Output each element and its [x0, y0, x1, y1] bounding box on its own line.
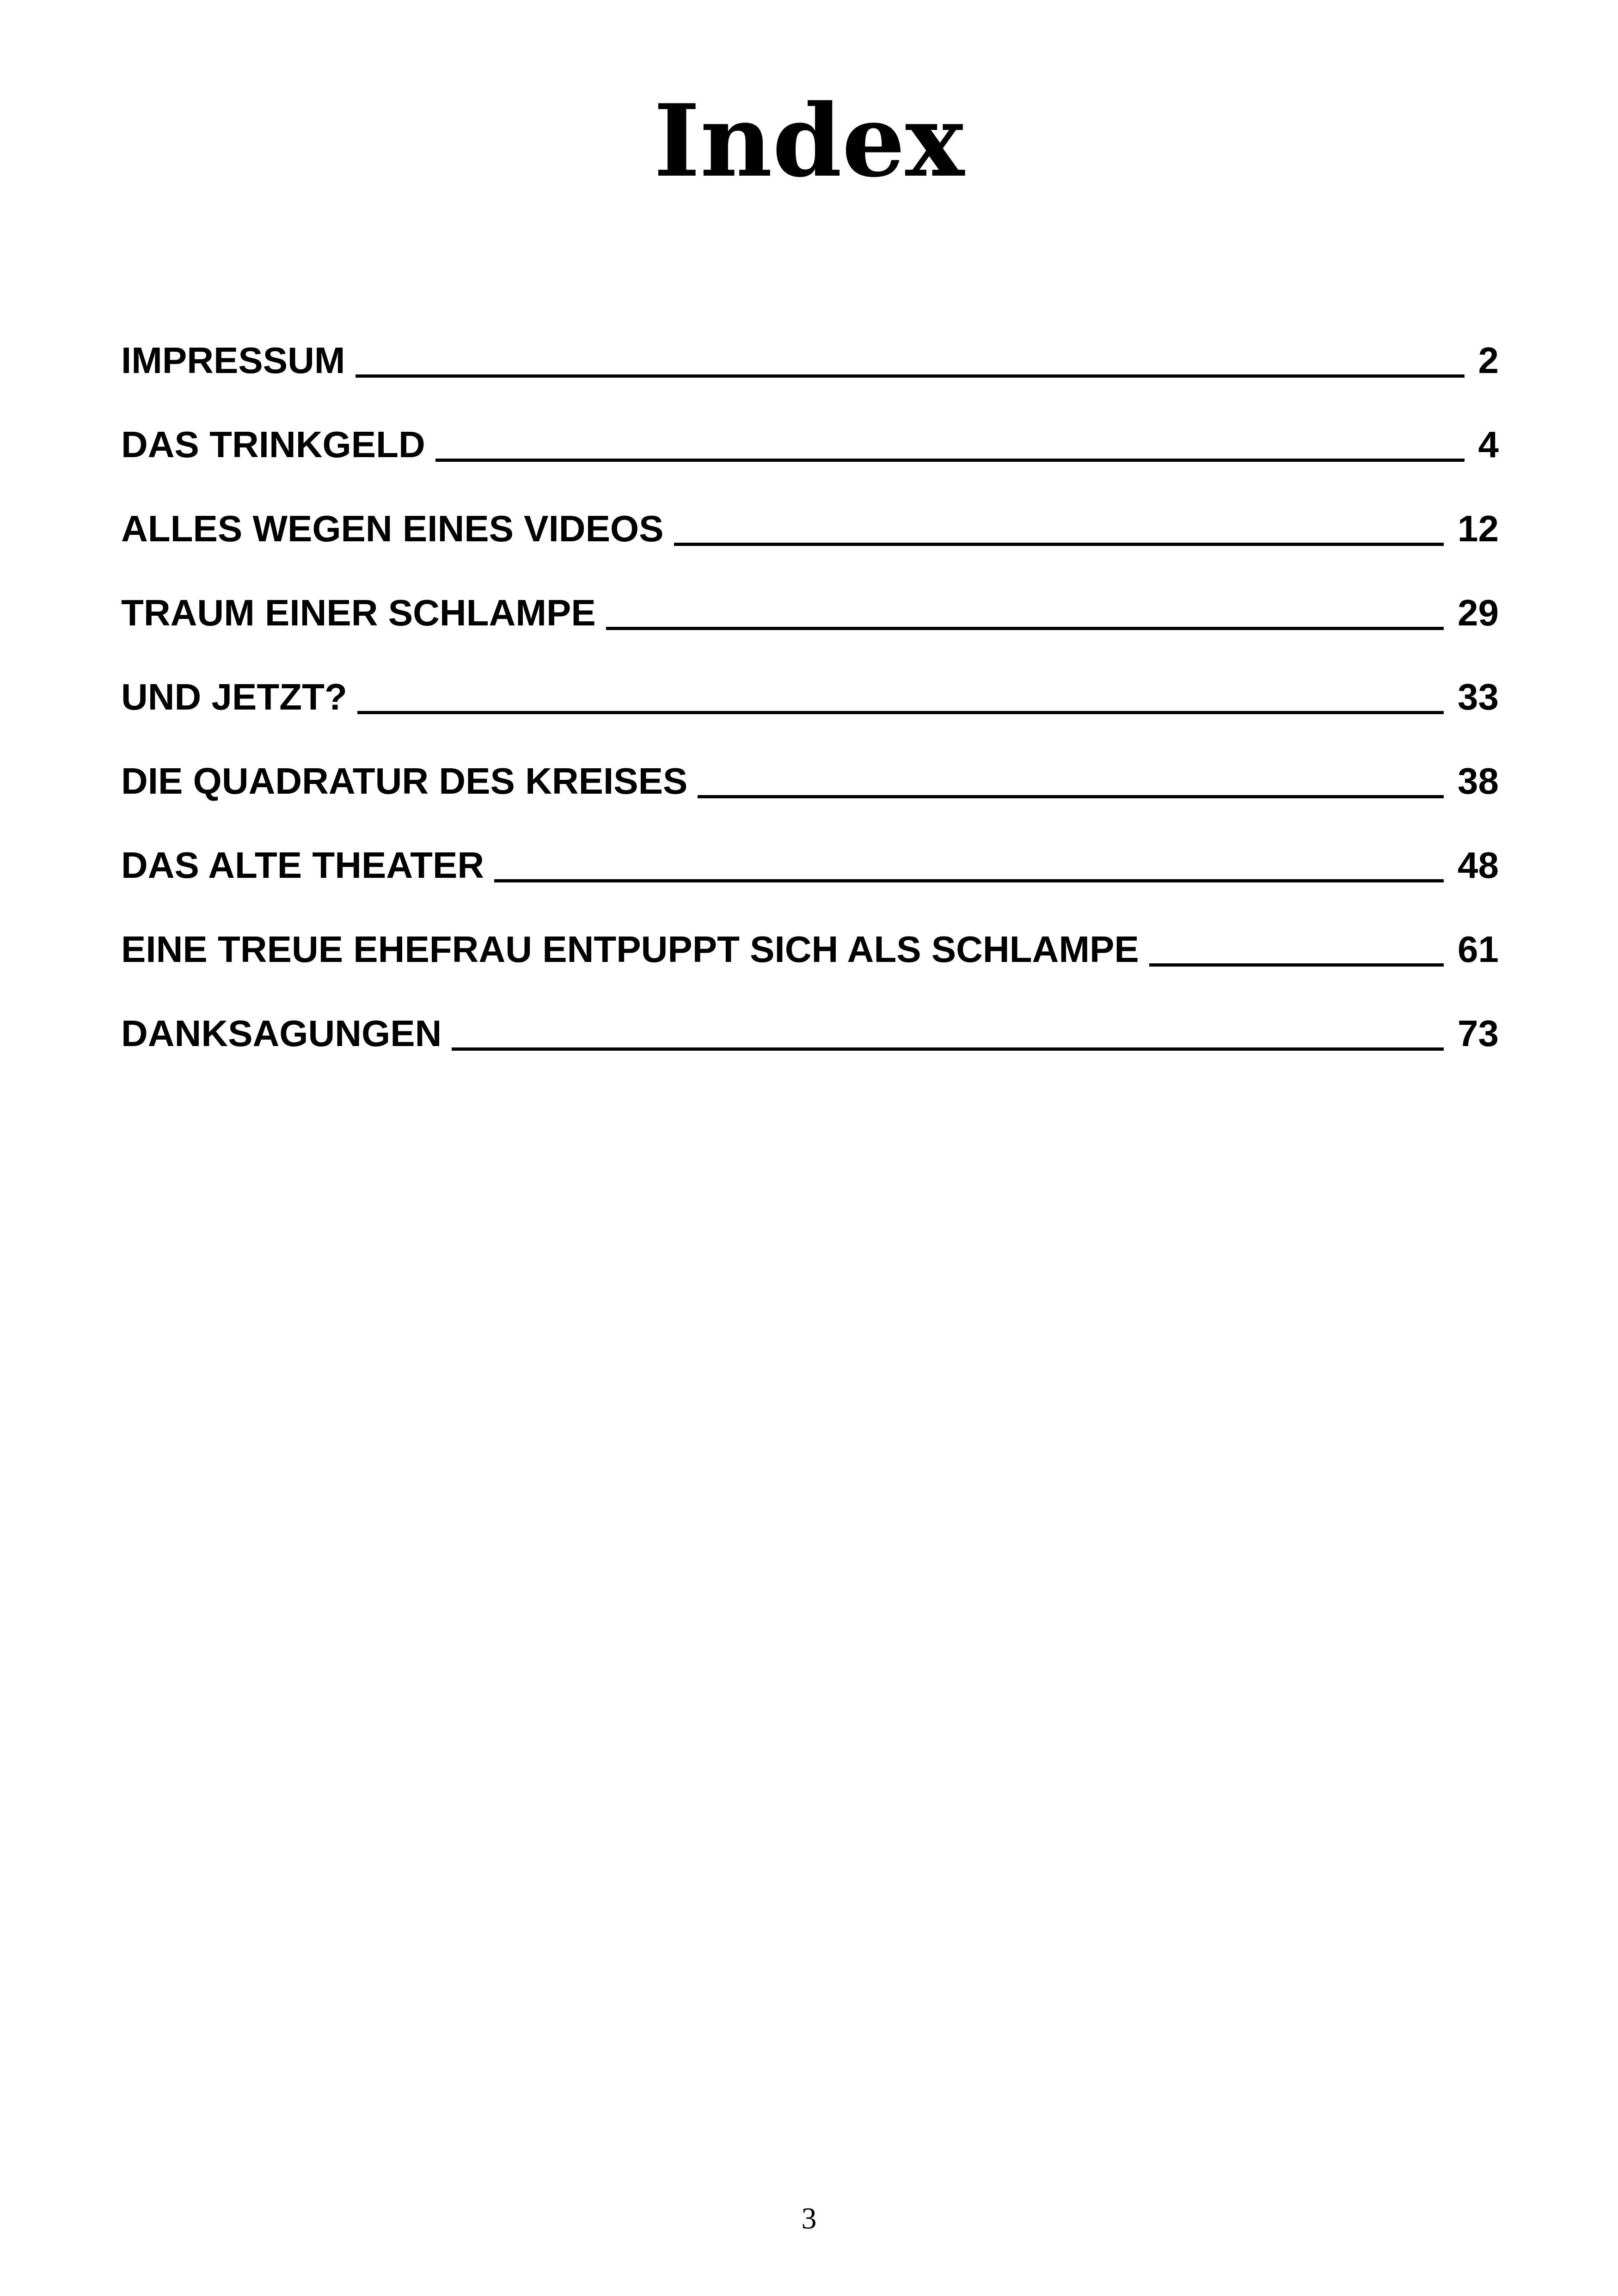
toc-entry-impressum — [121, 333, 1499, 417]
toc-entry-page: 38 — [1458, 760, 1499, 802]
toc-entry-label: DANKSAGUNGEN — [121, 1013, 442, 1054]
toc-leader-line — [357, 711, 1444, 714]
toc-entry-page: 4 — [1478, 424, 1499, 465]
toc-entry-das-alte-theater — [121, 838, 1499, 922]
toc-leader-line — [435, 459, 1465, 462]
page-title: Index — [653, 82, 965, 199]
toc-entry-label: UND JETZT? — [121, 676, 347, 717]
toc-entry-label: IMPRESSUM — [121, 340, 345, 381]
page-number: 3 — [801, 2202, 817, 2235]
toc-leader-line — [1149, 963, 1444, 967]
toc-entry-die-quadratur-des-kreises — [121, 753, 1499, 838]
toc-leader-line — [606, 627, 1444, 630]
toc-entry-label: TRAUM EINER SCHLAMPE — [121, 592, 596, 633]
toc-leader-line — [674, 543, 1444, 546]
toc-entry-und-jetzt — [121, 669, 1499, 753]
toc-entry-page: 29 — [1458, 592, 1499, 633]
toc-entry-page: 33 — [1458, 676, 1499, 717]
toc-entry-label: DAS TRINKGELD — [121, 424, 425, 465]
toc-entry-label: DAS ALTE THEATER — [121, 845, 484, 886]
toc-entry-page: 48 — [1458, 845, 1499, 886]
table-of-contents — [121, 333, 1499, 1090]
toc-entry-das-trinkgeld — [121, 417, 1499, 501]
toc-leader-line — [452, 1047, 1444, 1051]
toc-entry-page: 73 — [1458, 1013, 1499, 1054]
toc-entry-page: 12 — [1458, 508, 1499, 549]
toc-leader-line — [698, 795, 1444, 798]
toc-entry-alles-wegen-eines-videos — [121, 501, 1499, 585]
toc-leader-line — [355, 374, 1465, 378]
toc-entry-label: DIE QUADRATUR DES KREISES — [121, 760, 688, 802]
toc-entry-page: 61 — [1458, 929, 1499, 970]
toc-entry-danksagungen — [121, 1006, 1499, 1090]
toc-entry-label: ALLES WEGEN EINES VIDEOS — [121, 508, 664, 549]
toc-leader-line — [494, 879, 1444, 882]
toc-entry-eine-treue-ehefrau — [121, 922, 1499, 1006]
toc-entry-page: 2 — [1478, 340, 1499, 381]
toc-entry-traum-einer-schlampe — [121, 585, 1499, 669]
toc-entry-label: EINE TREUE EHEFRAU ENTPUPPT SICH ALS SCHLAMPE — [121, 929, 1139, 970]
